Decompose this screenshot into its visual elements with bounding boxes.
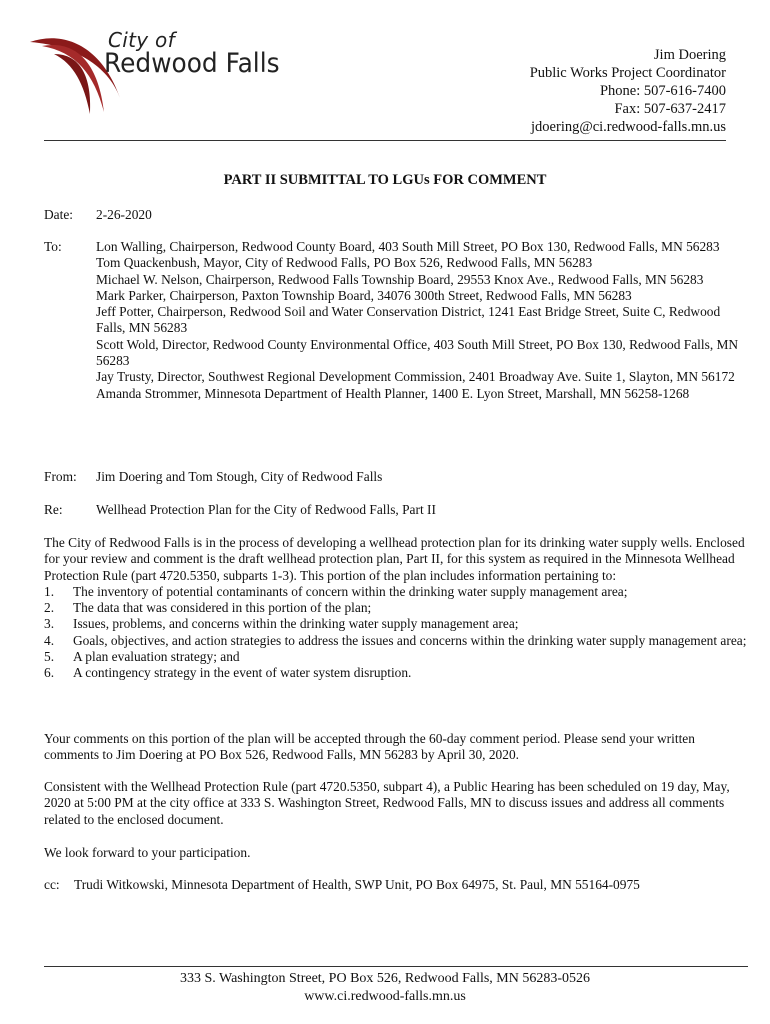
letter-body [44,535,750,682]
list-number: 3. [44,616,55,632]
comments-paragraph: Your comments on this portion of the plan will be accepted through the 60-day comment period. Please send your written comments to Jim Doering at PO Box 526, Redwood Falls, MN 56283 by April 30, 2020. [44,731,695,763]
recipient: Jay Trusty, Director, Southwest Regional Development Commission, 2401 Broadway Ave. Suite 1, Slayton, MN 56172 [96,369,735,385]
list-item [44,649,750,665]
list-item [44,600,750,616]
recipient: Lon Walling, Chairperson, Redwood County Board, 403 South Mill Street, PO Box 130, Redwood Falls, MN 56283 [96,239,720,254]
cc-label: cc: [44,877,60,892]
from-value: Jim Doering and Tom Stough, City of Redwood Falls [96,469,383,484]
list-item [44,616,750,632]
list-text: The data that was considered in this portion of the plan; [73,600,372,616]
contact-fax: Fax: 507-637-2417 [614,101,726,117]
recipient: Tom Quackenbush, Mayor, City of Redwood Falls, PO Box 526, Redwood Falls, MN 56283 [96,255,593,271]
date-value: 2-26-2020 [96,207,152,222]
list-number: 5. [44,649,55,665]
contact-phone: Phone: 507-616-7400 [599,83,726,99]
cc-line [44,877,640,893]
date-label: Date: [44,207,73,222]
recipient: Jeff Potter, Chairperson, Redwood Soil and Water Conservation District, 1241 East Bridge Street, Suite C, Redwood Falls, MN 56283 [96,304,721,336]
list-item [44,665,750,681]
document-title: PART II SUBMITTAL TO LGUs FOR COMMENT [223,172,547,188]
contact-name: Jim Doering [653,47,726,63]
list-item [44,633,750,649]
recipient: Mark Parker, Chairperson, Paxton Township Board, 34076 300th Street, Redwood Falls, MN 56283 [96,287,632,303]
cc-value: Trudi Witkowski, Minnesota Department of Health, SWP Unit, PO Box 64975, St. Paul, MN 55164-0975 [74,877,640,892]
contact-block [530,46,726,136]
list-number: 2. [44,600,55,616]
footer-website: www.ci.redwood-falls.mn.us [304,989,466,1004]
list-text: A plan evaluation strategy; and [73,649,240,665]
footer-divider [44,966,748,967]
list-text: Goals, objectives, and action strategies to address the issues and concerns within the drinking water supply management area; [73,632,747,648]
from-label: From: [44,469,77,484]
recipient: Amanda Strommer, Minnesota Department of Health Planner, 1400 E. Lyon Street, Marshall, MN 56258-1268 [96,385,690,401]
list-number: 6. [44,665,55,681]
recipient: Michael W. Nelson, Chairperson, Redwood Falls Township Board, 29553 Knox Ave., Redwood Falls, MN 56283 [96,271,704,287]
footer-address: 333 S. Washington Street, PO Box 526, Redwood Falls, MN 56283-0526 [179,971,591,986]
list-text: A contingency strategy in the event of water system disruption. [73,665,412,681]
logo-text-city-of: City of [108,28,175,52]
contact-title: Public Works Project Coordinator [529,65,726,81]
re-value: Wellhead Protection Plan for the City of Redwood Falls, Part II [96,502,436,517]
footer [0,970,770,1006]
topics-list [44,584,750,682]
to-label: To: [44,239,62,254]
header-divider [44,140,726,141]
recipient-list [96,239,750,402]
list-item [44,584,750,600]
closing-line: We look forward to your participation. [44,845,251,860]
logo-text-redwood-falls: Redwood Falls [104,48,280,79]
list-text: Issues, problems, and concerns within the drinking water supply management area; [73,616,519,632]
city-logo [24,24,280,124]
list-text: The inventory of potential contaminants of concern within the drinking water supply management area; [73,583,628,599]
recipient: Scott Wold, Director, Redwood County Environmental Office, 403 South Mill Street, PO Box 130, Redwood Falls, MN 56283 [96,336,739,369]
list-number: 1. [44,583,55,599]
contact-email: jdoering@ci.redwood-falls.mn.us [531,119,726,135]
re-label: Re: [44,502,63,517]
list-number: 4. [44,632,55,648]
hearing-paragraph: Consistent with the Wellhead Protection Rule (part 4720.5350, subpart 4), a Public Hearing has been scheduled on 19 day, May, 2020 at 5:00 PM at the city office at 333 S. Washington Street, Redwood Falls, MN to discuss issues and address all comments related to the enclosed document. [44,779,730,827]
intro-paragraph: The City of Redwood Falls is in the process of developing a wellhead protection plan for its drinking water supply wells. Enclosed for your review and comment is the draft wellhead protection plan, Part II, for this system as required in the Minnesota Wellhead Protection Rule (part 4720.5350, subparts 1-3). This portion of the plan includes information pertaining to: [44,535,745,583]
